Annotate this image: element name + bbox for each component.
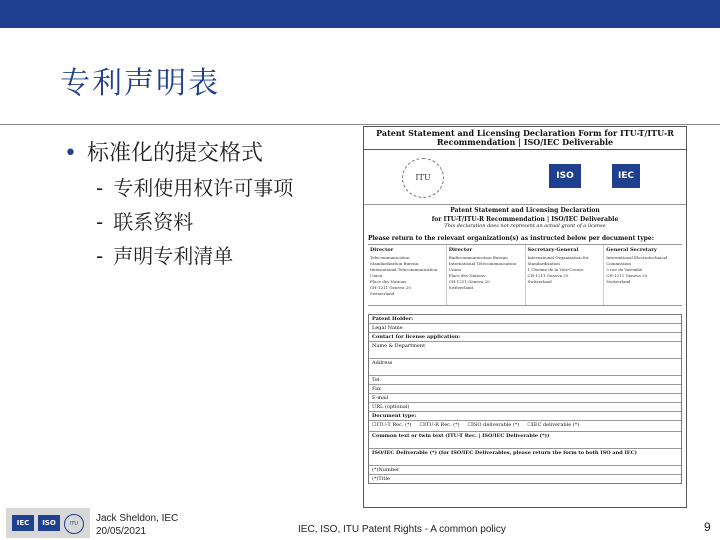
form-field: Name & Department bbox=[369, 342, 681, 359]
sub-item-text: 联系资料 bbox=[113, 210, 194, 234]
organization-addresses bbox=[368, 244, 682, 306]
org-line: 1 Chemin de la Voie-Creuse bbox=[527, 267, 584, 272]
org-line: Union bbox=[370, 273, 383, 278]
form-title: Patent Statement and Licensing Declaration bbox=[450, 207, 600, 214]
org-line: Standardization Bureau bbox=[370, 261, 419, 266]
iec-logo-icon: IEC bbox=[612, 164, 640, 188]
form-field: Fax bbox=[369, 385, 681, 394]
form-field: URL (optional) bbox=[369, 403, 681, 412]
form-note: This declaration does not represent an actual grant of a license bbox=[444, 223, 606, 229]
footer-date: 20/05/2021 bbox=[96, 526, 147, 537]
return-instructions: Please return to the relevant organization(s) as instructed below per document type: bbox=[368, 235, 654, 242]
bullet-item bbox=[64, 136, 263, 167]
slide-title: 专利声明表 bbox=[60, 66, 220, 101]
sub-item-text: 专利使用权许可事项 bbox=[113, 176, 294, 200]
top-banner bbox=[0, 0, 720, 28]
form-fields bbox=[368, 314, 682, 484]
document-type-checkboxes bbox=[369, 421, 681, 432]
org-line: Switzerland bbox=[527, 279, 552, 284]
org-line: Telecommunication bbox=[370, 255, 410, 260]
dash-icon: - bbox=[96, 176, 104, 200]
itu-logo-icon: ITU bbox=[402, 158, 444, 198]
iso-logo-icon: ISO bbox=[38, 515, 60, 531]
org-address bbox=[526, 245, 605, 305]
form-field: Contact for license application: bbox=[369, 333, 681, 342]
bullet-text: 标准化的提交格式 bbox=[86, 141, 263, 166]
org-head: Secretary-General bbox=[527, 247, 579, 253]
org-line: Place des Nations bbox=[448, 273, 486, 278]
org-line: Switzerland bbox=[448, 285, 473, 290]
sub-item-3 bbox=[96, 240, 233, 269]
author-name: Jack Sheldon, IEC bbox=[96, 513, 179, 524]
checkbox-label: ☐ IEC deliverable (*) bbox=[527, 422, 579, 430]
form-field: (*)Title bbox=[372, 476, 390, 482]
sub-item-text: 声明专利清单 bbox=[113, 244, 234, 268]
org-head: General Secretary bbox=[606, 247, 657, 253]
sub-item-1 bbox=[96, 172, 293, 201]
org-line: Switzerland bbox=[606, 279, 631, 284]
itu-logo-icon: ITU bbox=[64, 514, 84, 534]
form-logos bbox=[364, 150, 686, 205]
iso-logo-icon: ISO bbox=[549, 164, 581, 188]
org-line: 3 rue de Varembé bbox=[606, 267, 643, 272]
org-address bbox=[368, 245, 447, 305]
checkbox-label: ☐ ITU-T Rec. (*) bbox=[372, 422, 411, 430]
org-line: CH-1211 Geneva 20 bbox=[527, 273, 569, 278]
iec-logo-icon: IEC bbox=[12, 515, 34, 531]
org-line: International Telecommunication bbox=[370, 267, 438, 272]
form-field: E-mail bbox=[369, 394, 681, 403]
org-address bbox=[447, 245, 526, 305]
org-address bbox=[604, 245, 682, 305]
org-head: Director bbox=[370, 247, 394, 253]
form-field: Tel. bbox=[369, 376, 681, 385]
org-line: International Electrotechnical bbox=[606, 255, 668, 260]
org-line: Standardization bbox=[527, 261, 560, 266]
footer-title: IEC, ISO, ITU Patent Rights - A common policy bbox=[298, 524, 506, 535]
declaration-form-image bbox=[363, 126, 687, 508]
org-line: Switzerland bbox=[370, 291, 395, 296]
form-field: (*)Number bbox=[369, 466, 681, 475]
footer-author bbox=[96, 512, 178, 538]
title-divider bbox=[0, 124, 720, 125]
form-field: Address bbox=[369, 359, 681, 376]
org-line: Radiocommunication Bureau bbox=[448, 255, 508, 260]
dash-icon: - bbox=[96, 244, 104, 268]
org-line: Commission bbox=[606, 261, 631, 266]
org-line: Union bbox=[448, 267, 461, 272]
org-line: International Telecommunication bbox=[448, 261, 517, 266]
org-line: International Organization for bbox=[527, 255, 589, 260]
org-line: CH-1211 Geneva 20 bbox=[370, 285, 411, 290]
org-head: Director bbox=[448, 247, 473, 253]
form-field: ISO/IEC Deliverable (*) (for ISO/IEC Deliverables, please return the form to both ISO and IEC) bbox=[369, 449, 681, 466]
footer-logos bbox=[6, 508, 90, 538]
page-number: 9 bbox=[704, 520, 711, 534]
bullet-dot-icon: • bbox=[64, 141, 77, 166]
checkbox-label: ☐ ITU-R Rec. (*) bbox=[419, 422, 459, 430]
form-subtitle: for ITU-T/ITU-R Recommendation | ISO/IEC Deliverable bbox=[431, 216, 619, 223]
form-header: Patent Statement and Licensing Declaration Form for ITU-T/ITU-R Recommendation | ISO/IEC Deliverable bbox=[364, 127, 686, 150]
form-field: Patent Holder: bbox=[369, 315, 681, 324]
form-field: Legal Name bbox=[369, 324, 681, 333]
dash-icon: - bbox=[96, 210, 104, 234]
form-field: Common text or twin text (ITU-T Rec. | ISO/IEC Deliverable (*)) bbox=[369, 432, 681, 449]
sub-item-2 bbox=[96, 206, 193, 235]
checkbox-label: ☐ ISO deliverable (*) bbox=[468, 422, 520, 430]
org-line: CH-1211 Geneva 20 bbox=[448, 279, 490, 284]
org-line: Place des Nations bbox=[370, 279, 407, 284]
org-line: CH-1211 Geneva 20 bbox=[606, 273, 648, 278]
form-field: Document type: bbox=[369, 412, 681, 421]
